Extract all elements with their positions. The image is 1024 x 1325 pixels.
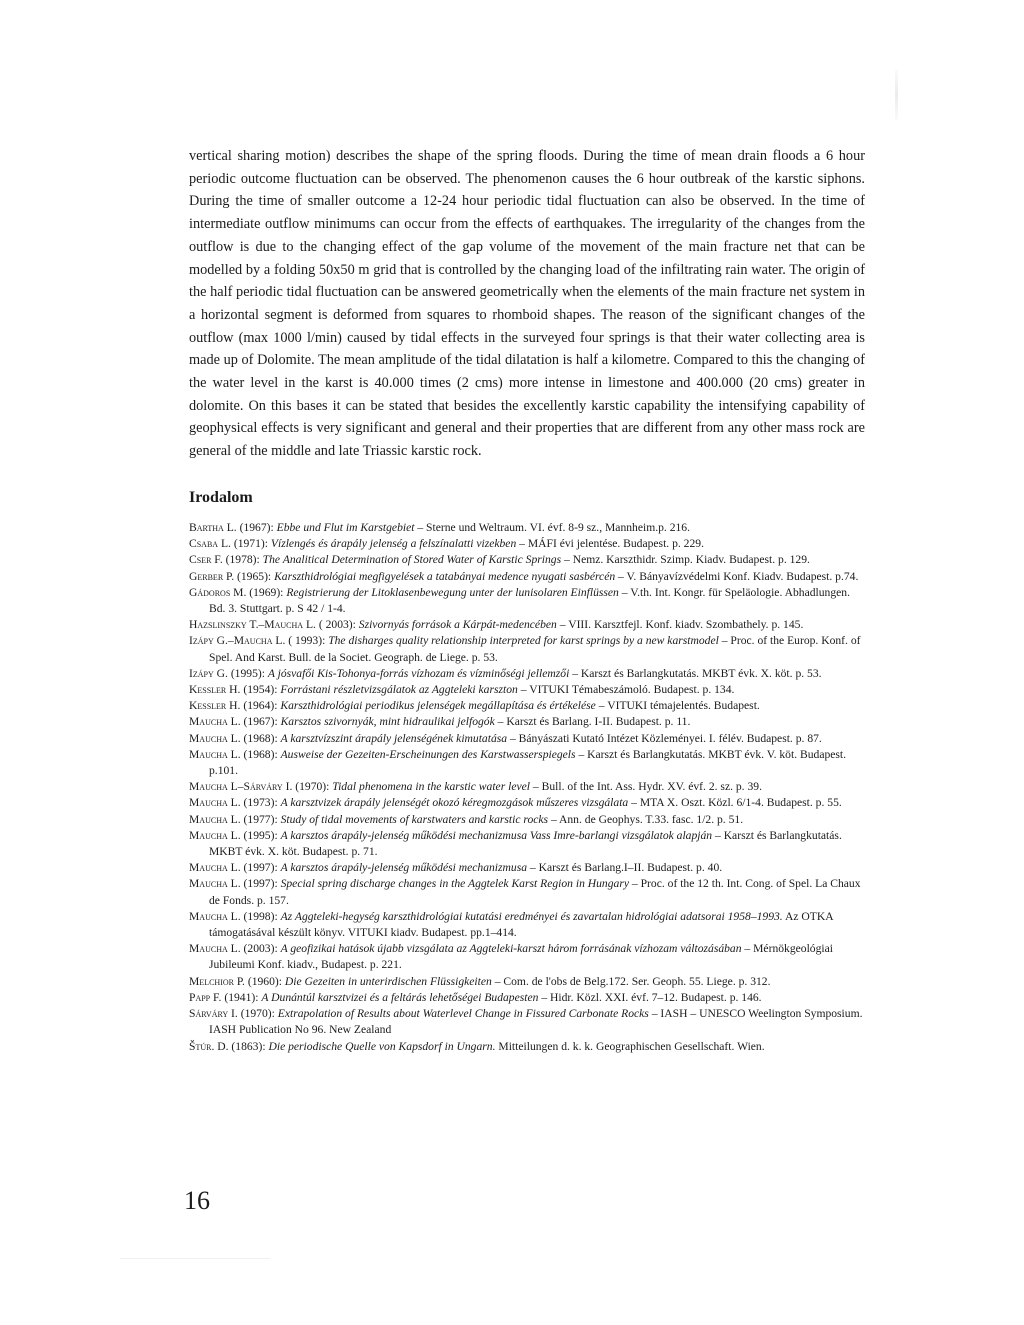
reference-details: – Karszt és Barlangkutatás. MKBT évk. X. köt. Budapest. p. 71. xyxy=(209,828,842,859)
scan-edge-shadow xyxy=(895,70,898,120)
reference-entry xyxy=(189,876,865,908)
reference-details: – VITUKI témajelentés. Budapest. xyxy=(595,699,760,713)
reference-details: – Karszt és Barlang. I-II. Budapest. p. 11. xyxy=(494,715,691,729)
reference-entry xyxy=(189,731,865,747)
reference-author: Maucha L. xyxy=(189,909,241,923)
reference-title: Extrapolation of Results about Waterlevel Change in Fissured Carbonate Rocks xyxy=(277,1007,649,1021)
reference-entry xyxy=(189,617,865,633)
reference-title: Vízlengés és árapály jelenség a felszínalatti vizekben xyxy=(270,537,517,551)
reference-year: (1967): xyxy=(236,521,277,534)
reference-title: Study of tidal movements of karstwaters and karstic rocks xyxy=(280,812,549,826)
reference-details: – Hidr. Közl. XXI. évf. 7–12. Budapest. p. 146. xyxy=(538,990,762,1004)
reference-title: Die periodische Quelle von Kapsdorf in Ungarn. xyxy=(268,1039,496,1053)
reference-title: Forrástani részletvizsgálatok az Aggteleki karszton xyxy=(280,683,518,697)
reference-year: (1965): xyxy=(234,569,275,583)
reference-title: A karsztos árapály-jelenség működési mechanizmusa xyxy=(280,861,528,875)
reference-year: (1978): xyxy=(222,553,263,567)
reference-author: Cser F. xyxy=(189,553,223,567)
reference-author: Štúr. D. xyxy=(189,1039,229,1053)
reference-title: Special spring discharge changes in the Aggtelek Karst Region in Hungary xyxy=(280,877,629,891)
body-paragraph: vertical sharing motion) describes the shape of the spring floods. During the time of mean drain floods a 6 hour periodic outcome fluctuation can be observed. The phenomenon causes the 6 hour outbreak of the karstic siphons. During the time of smaller outcome a 12-24 hour periodic tidal fluctuation can also be observed. In the time of intermediate outflow minimums can occur from the effects of earthquakes. The irregularity of the changes from the outflow is due to the changing effect of the gap volume of the movement of the main fracture net that can be modelled by a folding 50x50 m grid that is controlled by the changing load of the infiltrating rain water. The origin of the half periodic tidal fluctuation can be answered geometrically when the elements of the main fracture net system in a horizontal segment is deformed from squares to rhomboid shapes. The reason of the significant changes of the outflow (max 1000 l/min) caused by tidal effects in the surveyed four springs is that their water collecting area is made up of Dolomite. The mean amplitude of the tidal dilatation is half a kilometre. Compared to this the changing of the water level in the karst is 40.000 times (2 cms) more intense in limestone and 400.000 (20 cms) greater in dolomite. On this bases it can be stated that besides the excellently karstic capability the intensifying capability of geophysical effects is very significant and general and their properties that are different from any other mass rock are general of the middle and late Triassic karstic rock. xyxy=(189,148,865,460)
reference-entry xyxy=(189,536,865,552)
reference-title: The Analitical Determination of Stored Water of Karstic Springs xyxy=(262,553,562,567)
reference-title: Registrierung der Litoklasenbewegung unter der lunisolaren Einflüssen xyxy=(286,585,619,599)
reference-details: – Ann. de Geophys. T.33. fasc. 1/2. p. 51. xyxy=(548,812,744,826)
reference-title: Die Gezeiten in unterirdischen Flüssigkeiten xyxy=(284,974,492,988)
reference-list xyxy=(189,520,865,1055)
reference-details: – Proc. of the Europ. Konf. of Spel. And Karst. Bull. de la Societ. Geograph. de Liege. p. 53. xyxy=(209,634,861,664)
reference-entry xyxy=(189,812,865,828)
reference-entry xyxy=(189,795,865,811)
reference-entry xyxy=(189,552,865,568)
reference-entry xyxy=(189,909,865,941)
reference-author: Bartha L. xyxy=(189,521,237,534)
reference-details: Az OTKA támogatásával készült könyv. VITUKI kiadv. Budapest. pp.1–414. xyxy=(209,909,833,940)
reference-author: Csaba L. xyxy=(189,537,231,551)
reference-title: A karsztvizek árapály jelenségét okozó kéregmozgások műszeres vizsgálata xyxy=(280,796,629,810)
reference-author: Hazslinszky T.–Maucha L. xyxy=(189,618,316,632)
reference-year: (1977): xyxy=(240,812,281,826)
reference-author: Gádoros M. xyxy=(189,585,247,599)
reference-details: – VIII. Karsztfejl. Konf. kiadv. Szombathely. p. 145. xyxy=(556,618,804,632)
reference-details: – MÁFI évi jelentése. Budapest. p. 229. xyxy=(516,537,704,551)
reference-title: Karszthidrológiai periodikus jelenségek megállapítása és értékelése xyxy=(280,699,596,713)
reference-details: – Karszt és Barlangkutatás. MKBT évk. X. köt. p. 53. xyxy=(569,666,822,680)
reference-year: (1997): xyxy=(240,861,281,875)
reference-author: Maucha L–Sárváry I. xyxy=(189,780,293,794)
reference-title: The disharges quality relationship interpreted for karst springs by a new karstmodel xyxy=(328,634,719,648)
reference-entry xyxy=(189,520,865,536)
reference-details: – VITUKI Témabeszámoló. Budapest. p. 134. xyxy=(517,683,735,697)
reference-year: (1954): xyxy=(240,683,281,697)
reference-details: – V. Bányavízvédelmi Konf. Kiadv. Budapest. p.74. xyxy=(615,569,859,583)
reference-details: – IASH – UNESCO Weelington Symposium. IASH Publication No 96. New Zealand xyxy=(209,1007,863,1037)
reference-entry xyxy=(189,633,865,665)
reference-title: Ebbe und Flut im Karstgebiet xyxy=(276,521,415,534)
reference-details: – Com. de l'obs de Belg.172. Ser. Geoph. 55. Liege. p. 312. xyxy=(491,974,771,988)
reference-year: (1967): xyxy=(240,715,281,729)
reference-title: Szivornyás források a Kárpát-medencében xyxy=(358,618,557,632)
reference-title: A Dunántúl karsztvizei és a feltárás lehetőségei Budapesten xyxy=(261,990,539,1004)
reference-entry xyxy=(189,941,865,973)
reference-year: (1970): xyxy=(292,780,333,794)
reference-title: A karsztos árapály-jelenség működési mechanizmusa Vass Imre-barlangi vizsgálatok alapján xyxy=(280,828,713,842)
reference-year: (1995): xyxy=(227,666,268,680)
reference-details: – Karszt és Barlangkutatás. MKBT évk. V. köt. Budapest. p.101. xyxy=(209,747,847,778)
reference-entry xyxy=(189,990,865,1006)
reference-author: Izápy G. xyxy=(189,666,228,680)
reference-details: – Bull. of the Int. Ass. Hydr. XV. évf. 2. sz. p. 39. xyxy=(530,780,762,794)
reference-author: Izápy G.–Maucha L. xyxy=(189,634,286,648)
reference-author: Maucha L. xyxy=(189,731,241,745)
reference-author: Gerber P. xyxy=(189,569,235,583)
reference-author: Kessler H. xyxy=(189,699,241,713)
reference-details: – Karszt és Barlang.I–II. Budapest. p. 40. xyxy=(527,861,723,875)
reference-entry xyxy=(189,860,865,876)
reference-year: (1964): xyxy=(240,699,281,713)
reference-author: Maucha L. xyxy=(189,828,241,842)
reference-entry xyxy=(189,974,865,990)
reference-year: (1970): xyxy=(237,1007,278,1021)
reference-entry xyxy=(189,698,865,714)
reference-year: (1971): xyxy=(230,537,271,551)
reference-author: Maucha L. xyxy=(189,715,241,729)
section-heading: Irodalom xyxy=(189,489,253,506)
reference-entry xyxy=(189,1039,865,1055)
scan-bottom-mark xyxy=(120,1258,270,1259)
reference-year: (1941): xyxy=(221,990,262,1004)
reference-year: (1997): xyxy=(240,877,281,891)
reference-title: Ausweise der Gezeiten-Erscheinungen des Karstwasserspiegels xyxy=(280,747,576,761)
reference-details: – Bányászati Kutató Intézet Közleményei. I. félév. Budapest. p. 87. xyxy=(507,731,822,745)
reference-details: – MTA X. Oszt. Közl. 6/1-4. Budapest. p. 55. xyxy=(628,796,842,810)
reference-author: Maucha L. xyxy=(189,861,241,875)
reference-title: Karszthidrológiai megfigyelések a tatabányai medence nyugati sasbércén xyxy=(274,569,616,583)
reference-title: A karsztvízszint árapály jelenségének kimutatása xyxy=(280,731,508,745)
reference-entry xyxy=(189,714,865,730)
reference-author: Sárváry I. xyxy=(189,1007,238,1021)
reference-entry xyxy=(189,1006,865,1038)
reference-author: Maucha L. xyxy=(189,812,241,826)
reference-entry xyxy=(189,747,865,779)
reference-author: Maucha L. xyxy=(189,877,241,891)
reference-entry xyxy=(189,666,865,682)
reference-year: (1995): xyxy=(240,828,281,842)
reference-author: Maucha L. xyxy=(189,942,241,956)
reference-title: Tidal phenomena in the karstic water level xyxy=(332,780,530,794)
reference-year: (1863): xyxy=(228,1039,269,1053)
reference-year: (1968): xyxy=(240,747,281,761)
reference-details: – Nemz. Karszthidr. Szimp. Kiadv. Budapest. p. 129. xyxy=(561,553,810,567)
page-number: 16 xyxy=(184,1186,210,1215)
reference-entry xyxy=(189,569,865,585)
reference-author: Maucha L. xyxy=(189,747,241,761)
reference-title: A jósvafői Kis-Tohonya-forrás vízhozam és vízminőségi jellemzői xyxy=(267,666,570,680)
reference-year: (1960): xyxy=(244,974,285,988)
reference-year: (2003): xyxy=(240,942,281,956)
reference-year: (1973): xyxy=(240,796,281,810)
reference-year: (1998): xyxy=(240,909,281,923)
reference-entry xyxy=(189,779,865,795)
reference-details: – Mérnökgeológiai Jubileumi Konf. kiadv., Budapest. p. 221. xyxy=(209,942,833,972)
reference-author: Kessler H. xyxy=(189,683,241,697)
reference-title: A geofizikai hatások újabb vizsgálata az Aggteleki-karszt három forrásának vízhozam változásában xyxy=(280,942,742,956)
reference-author: Maucha L. xyxy=(189,796,241,810)
reference-details: – Sterne und Weltraum. VI. évf. 8-9 sz., Mannheim.p. 216. xyxy=(414,521,691,534)
reference-title: Az Aggteleki-hegység karszthidrológiai kutatási eredményei és zavartalan hidrológiai adatsorai 1958–1993. xyxy=(280,909,783,923)
reference-author: Papp F. xyxy=(189,990,222,1004)
reference-title: Karsztos szivornyák, mint hidraulikai jelfogók xyxy=(280,715,495,729)
reference-year: (1969): xyxy=(246,585,287,599)
reference-year: ( 1993): xyxy=(285,634,329,648)
reference-author: Melchior P. xyxy=(189,974,245,988)
reference-year: ( 2003): xyxy=(315,618,359,632)
reference-entry xyxy=(189,682,865,698)
reference-entry xyxy=(189,828,865,860)
reference-year: (1968): xyxy=(240,731,281,745)
reference-details: – V.th. Int. Kongr. für Speläologie. Abhadlungen. Bd. 3. Stuttgart. p. S 42 / 1-4. xyxy=(209,585,850,616)
reference-details: – Proc. of the 12 th. Int. Cong. of Spel. La Chaux de Fonds. p. 157. xyxy=(209,877,861,907)
reference-entry xyxy=(189,585,865,617)
reference-details: Mitteilungen d. k. k. Geographischen Gesellschaft. Wien. xyxy=(495,1039,765,1053)
